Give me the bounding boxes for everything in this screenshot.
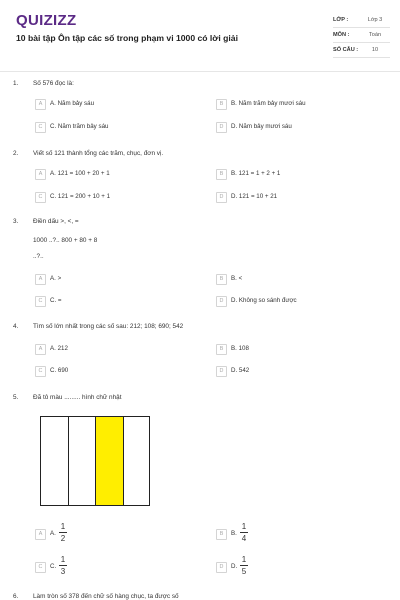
header-divider	[0, 71, 400, 72]
option-text: D. 542	[231, 367, 250, 374]
meta-divider	[333, 57, 390, 58]
option-letter-box: A	[35, 274, 46, 285]
option-text: A. Năm bảy sáu	[50, 100, 95, 107]
option-text: B. Năm trăm bảy mươi sáu	[231, 100, 306, 107]
meta-divider	[333, 42, 390, 43]
option-prefix: D.	[231, 563, 238, 570]
option-text: D. Không so sánh được	[231, 297, 297, 304]
option-letter-box: D	[216, 296, 227, 307]
question-text: Điền dấu >, <, =	[33, 218, 79, 225]
question-text: Số 576 đọc là:	[33, 80, 74, 87]
worksheet-title: 10 bài tập Ôn tập các số trong phạm vi 1000 có lời giải	[16, 33, 238, 43]
fraction-denominator: 5	[241, 567, 247, 576]
shaded-part	[95, 416, 124, 506]
rectangle-part	[40, 416, 69, 506]
question-count-label: SỐ CÂU :	[333, 47, 359, 53]
rectangle-part	[123, 416, 151, 506]
worksheet-header	[0, 0, 400, 70]
fraction-rectangle-figure	[40, 416, 150, 506]
option-letter-box: A	[35, 529, 46, 540]
fraction-numerator: 1	[60, 555, 66, 564]
question-count-value: 10	[371, 47, 379, 53]
option-text: A. 121 = 100 + 20 + 1	[50, 170, 110, 177]
option-letter-box: D	[216, 366, 227, 377]
question-number: 2.	[13, 150, 19, 157]
subject-label: MÔN :	[333, 32, 350, 38]
grade-label: LỚP :	[333, 17, 349, 23]
option-prefix: C.	[50, 563, 57, 570]
option-letter-box: B	[216, 274, 227, 285]
option-letter-box: A	[35, 99, 46, 110]
option-text: B. 108	[231, 345, 249, 352]
option-text: B. <	[231, 275, 243, 282]
option-text: C. 690	[50, 367, 69, 374]
option-letter-box: C	[35, 296, 46, 307]
fraction-numerator: 1	[60, 522, 66, 531]
question-number: 6.	[13, 593, 19, 600]
question-number: 5.	[13, 394, 19, 401]
option-prefix: A.	[50, 530, 56, 537]
option-text: A. >	[50, 275, 62, 282]
option-letter-box: B	[216, 169, 227, 180]
question-text: Làm tròn số 378 đến chữ số hàng chục, ta được số	[33, 593, 179, 600]
answer-blank: ..?..	[33, 253, 44, 260]
option-letter-box: C	[35, 562, 46, 573]
option-letter-box: C	[35, 366, 46, 377]
option-letter-box: D	[216, 562, 227, 573]
option-letter-box: C	[35, 122, 46, 133]
option-letter-box: B	[216, 99, 227, 110]
option-text: D. 121 = 10 + 21	[231, 193, 278, 200]
meta-divider	[333, 27, 390, 28]
comparison-expression: 1000 ..?.. 800 + 80 + 8	[33, 237, 98, 244]
option-text: C. =	[50, 297, 62, 304]
option-letter-box: D	[216, 122, 227, 133]
option-text: B. 121 = 1 + 2 + 1	[231, 170, 281, 177]
fraction	[59, 521, 67, 544]
fraction-denominator: 2	[60, 534, 66, 543]
option-prefix: B.	[231, 530, 237, 537]
question-number: 1.	[13, 80, 19, 87]
question-number: 4.	[13, 323, 19, 330]
option-letter-box: D	[216, 192, 227, 203]
option-text: D. Năm bảy mươi sáu	[231, 123, 292, 130]
fraction-numerator: 1	[241, 522, 247, 531]
option-letter-box: A	[35, 344, 46, 355]
fraction-denominator: 3	[60, 567, 66, 576]
option-letter-box: B	[216, 529, 227, 540]
option-text: C. 121 = 200 + 10 + 1	[50, 193, 111, 200]
option-letter-box: A	[35, 169, 46, 180]
question-text: Viết số 121 thành tổng các trăm, chục, đơn vị.	[33, 150, 164, 157]
question-text: Tìm số lớn nhất trong các số sau: 212; 108; 690; 542	[33, 323, 184, 330]
subject-value: Toán	[368, 32, 382, 38]
quizizz-logo: QUIZIZZ	[16, 12, 77, 29]
option-text: C. Năm trăm bảy sáu	[50, 123, 109, 130]
rectangle-part	[68, 416, 97, 506]
fraction-denominator: 4	[241, 534, 247, 543]
fraction-numerator: 1	[241, 555, 247, 564]
option-text: A. 212	[50, 345, 68, 352]
question-text: Đã tô màu ......... hình chữ nhật	[33, 394, 122, 401]
fraction	[59, 554, 67, 577]
fraction	[240, 554, 248, 577]
question-number: 3.	[13, 218, 19, 225]
fraction	[240, 521, 248, 544]
grade-value: Lớp 3	[367, 17, 383, 23]
option-letter-box: B	[216, 344, 227, 355]
option-letter-box: C	[35, 192, 46, 203]
